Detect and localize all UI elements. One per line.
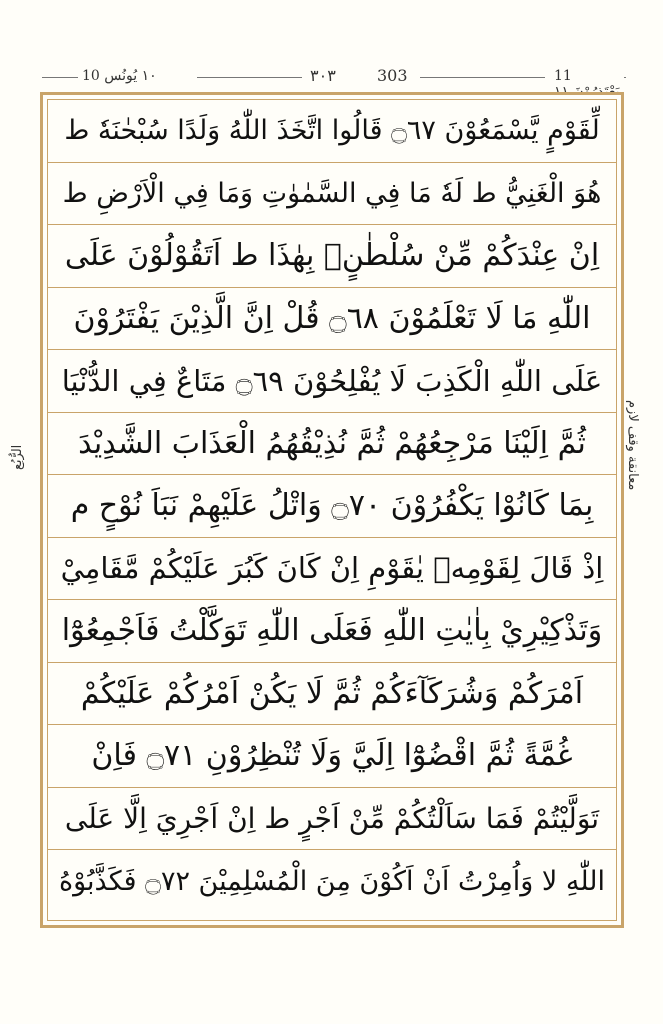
surah-name-label: ١٠ یُونُس 10 xyxy=(82,68,157,84)
header-rule-right-outer xyxy=(624,77,626,78)
verse-line-text: عَلَى اللّٰهِ الْكَذِبَ لَا يُفْلِحُوْنَ ۝٦٩ مَتَاعٌ فِي الدُّنْيَا xyxy=(61,363,603,398)
verse-line-text: اللّٰهِ لا وَاُمِرْتُ اَنْ اَكُوْنَ مِنَ الْمُسْلِمِيْنَ ۝٧٢ فَكَذَّبُوْهُ xyxy=(58,865,606,897)
verse-line-9 xyxy=(48,600,616,663)
verse-line-text: بِمَا كَانُوْا يَكْفُرُوْنَ ۝٧٠ وَاتْلُ عَلَيْهِمْ نَبَاَ نُوْحٍ م xyxy=(70,488,594,524)
verse-line-text: اللّٰهِ مَا لَا تَعْلَمُوْنَ ۝٦٨ قُلْ اِنَّ الَّذِيْنَ يَفْتَرُوْنَ xyxy=(73,300,591,336)
verse-line-text: اِذْ قَالَ لِقَوْمِهٖ يٰقَوْمِ اِنْ كَانَ كَبُرَ عَلَيْكُمْ مَّقَامِيْ xyxy=(60,551,604,586)
verse-line-text: وَتَذْكِيْرِيْ بِاٰيٰتِ اللّٰهِ فَعَلَى اللّٰهِ تَوَكَّلْتُ فَاَجْمِعُوْٓا xyxy=(61,613,603,649)
verse-line-6 xyxy=(48,413,616,476)
verse-line-3 xyxy=(48,225,616,288)
verse-line-text: ثُمَّ اِلَيْنَا مَرْجِعُهُمْ ثُمَّ نُذِيْقُهُمُ الْعَذَابَ الشَّدِيْدَ xyxy=(78,425,586,461)
verse-line-11 xyxy=(48,725,616,788)
page-number: 303 xyxy=(377,66,408,85)
verse-line-text: غُمَّةً ثُمَّ اقْضُوْٓا اِلَيَّ وَلَا تُنْظِرُوْنِ ۝٧١ فَاِنْ xyxy=(91,738,573,774)
margin-note-left: الرُّبُع xyxy=(10,444,25,470)
page-header xyxy=(42,66,622,90)
text-frame xyxy=(40,92,624,928)
verse-line-10 xyxy=(48,663,616,726)
header-rule-left-outer xyxy=(42,77,78,78)
verse-line-text: اِنْ عِنْدَكُمْ مِّنْ سُلْطٰنٍۢ بِهٰذَا ط اَتَقُوْلُوْنَ عَلَى xyxy=(64,238,600,274)
margin-note-right: معانقة وقف لازم xyxy=(625,400,640,491)
verse-line-8 xyxy=(48,538,616,601)
header-rule-left xyxy=(197,77,302,78)
verse-line-7 xyxy=(48,475,616,538)
verse-line-text: لِّقَوْمٍ يَّسْمَعُوْنَ ۝٦٧ قَالُوا اتَّخَذَ اللّٰهُ وَلَدًا سُبْحٰنَهٗ ط xyxy=(64,115,600,147)
verse-line-4 xyxy=(48,288,616,351)
verse-line-5 xyxy=(48,350,616,413)
verse-line-12 xyxy=(48,788,616,851)
verse-line-2 xyxy=(48,163,616,226)
verse-line-1 xyxy=(48,100,616,163)
page-number-arabic: ٣٠٣ xyxy=(310,66,336,85)
header-rule-right xyxy=(420,77,545,78)
verse-line-13 xyxy=(48,850,616,913)
verse-line-text: هُوَ الْغَنِيُّ ط لَهٗ مَا فِي السَّمٰوٰتِ وَمَا فِي الْاَرْضِ ط xyxy=(62,177,602,209)
text-frame-inner xyxy=(47,99,617,921)
juz-name-label: 11 xyxy=(554,68,572,84)
verse-line-text: اَمْرَكُمْ وَشُرَكَآءَكُمْ ثُمَّ لَا يَكُنْ اَمْرُكُمْ عَلَيْكُمْ xyxy=(80,675,584,711)
verse-line-text: تَوَلَّيْتُمْ فَمَا سَاَلْتُكُمْ مِّنْ اَجْرٍ ط اِنْ اَجْرِيَ اِلَّا عَلَى xyxy=(64,801,600,835)
